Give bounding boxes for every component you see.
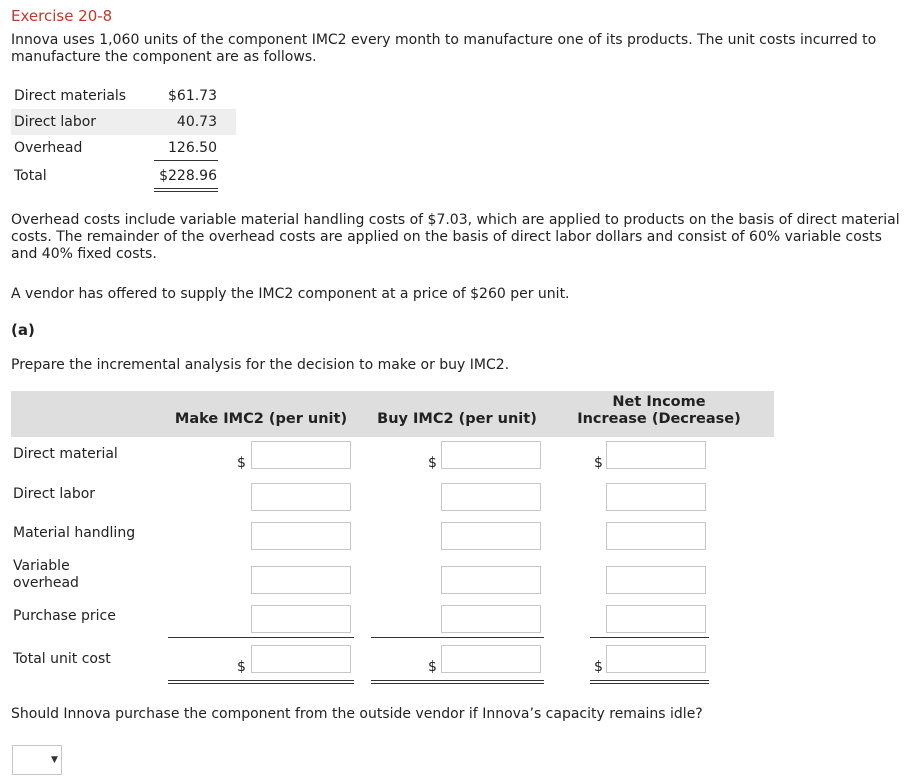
- cost-label: Overhead: [14, 140, 83, 156]
- net-purchase-price-input[interactable]: [606, 605, 706, 633]
- intro-text: Innova uses 1,060 units of the component IMC2 every month to manufacture one of its products. The unit costs incurred to manufacture the component are as follows.: [11, 32, 877, 65]
- col-header-make: Make IMC2 (per unit): [174, 411, 348, 427]
- buy-total-double-rule-bottom: [371, 683, 544, 684]
- buy-material-handling-input[interactable]: [441, 522, 541, 550]
- col-header-buy: Buy IMC2 (per unit): [377, 411, 537, 427]
- net-material-handling-input[interactable]: [606, 522, 706, 550]
- buy-direct-material-input[interactable]: [441, 441, 541, 469]
- buy-total-double-rule-top: [371, 680, 544, 681]
- row-label-total-unit-cost: Total unit cost: [13, 651, 111, 667]
- currency-symbol: $: [428, 455, 437, 471]
- net-total-unit-cost-input[interactable]: [606, 645, 706, 673]
- subtotal-rule: [154, 160, 218, 161]
- cost-row: [11, 83, 236, 109]
- make-subtotal-rule: [168, 637, 354, 638]
- question-text: Should Innova purchase the component from the outside vendor if Innova’s capacity remains idle?: [11, 706, 703, 722]
- col-header-net-line1: Net Income: [612, 394, 706, 410]
- make-direct-material-input[interactable]: [251, 441, 351, 469]
- buy-variable-overhead-input[interactable]: [441, 566, 541, 594]
- cost-row-total: [11, 163, 236, 189]
- overhead-note: Overhead costs include variable material handling costs of $7.03, which are applied to products on the basis of direct material costs. The remainder of the overhead costs are applied on the basis of direct labor dollars and consist of 60% variable costs and 40% fixed costs.: [11, 212, 900, 262]
- total-double-rule-bottom: [154, 191, 218, 192]
- make-total-double-rule-bottom: [168, 683, 354, 684]
- cost-value: $61.73: [168, 88, 217, 104]
- buy-direct-labor-input[interactable]: [441, 483, 541, 511]
- currency-symbol: $: [594, 659, 603, 675]
- net-direct-material-input[interactable]: [606, 441, 706, 469]
- make-direct-labor-input[interactable]: [251, 483, 351, 511]
- buy-total-unit-cost-input[interactable]: [441, 645, 541, 673]
- cost-label: Direct labor: [14, 114, 97, 130]
- instruction-text: Prepare the incremental analysis for the decision to make or buy IMC2.: [11, 357, 510, 373]
- col-header-net-line2: Increase (Decrease): [577, 411, 741, 427]
- make-total-double-rule-top: [168, 680, 354, 681]
- cost-row: [11, 109, 236, 135]
- vendor-offer-text: A vendor has offered to supply the IMC2 component at a price of $260 per unit.: [11, 286, 570, 302]
- part-a-label: (a): [11, 321, 35, 339]
- row-label-direct-material: Direct material: [13, 446, 118, 462]
- currency-symbol: $: [594, 455, 603, 471]
- currency-symbol: $: [428, 659, 437, 675]
- currency-symbol: $: [237, 455, 246, 471]
- dropdown-arrow-icon: ▼: [51, 755, 58, 765]
- cost-label: Total: [14, 168, 47, 184]
- cost-label: Direct materials: [14, 88, 127, 104]
- net-variable-overhead-input[interactable]: [606, 566, 706, 594]
- make-material-handling-input[interactable]: [251, 522, 351, 550]
- total-double-rule-top: [154, 188, 218, 189]
- net-total-double-rule-top: [590, 680, 709, 681]
- cost-value: 40.73: [176, 114, 217, 130]
- row-label-material-handling: Material handling: [13, 525, 136, 541]
- make-total-unit-cost-input[interactable]: [251, 645, 351, 673]
- cost-value: $228.96: [159, 168, 217, 184]
- exercise-title: Exercise 20-8: [11, 7, 113, 25]
- cost-value: 126.50: [168, 140, 217, 156]
- net-subtotal-rule: [590, 637, 709, 638]
- buy-purchase-price-input[interactable]: [441, 605, 541, 633]
- cost-row: [11, 135, 236, 161]
- row-label-purchase-price: Purchase price: [13, 608, 116, 624]
- row-label-direct-labor: Direct labor: [13, 486, 96, 502]
- purchase-decision-select[interactable]: [12, 745, 62, 775]
- net-total-double-rule-bottom: [590, 683, 709, 684]
- net-direct-labor-input[interactable]: [606, 483, 706, 511]
- row-label-variable-overhead: Variable overhead: [13, 558, 79, 591]
- buy-subtotal-rule: [371, 637, 544, 638]
- currency-symbol: $: [237, 659, 246, 675]
- make-variable-overhead-input[interactable]: [251, 566, 351, 594]
- make-purchase-price-input[interactable]: [251, 605, 351, 633]
